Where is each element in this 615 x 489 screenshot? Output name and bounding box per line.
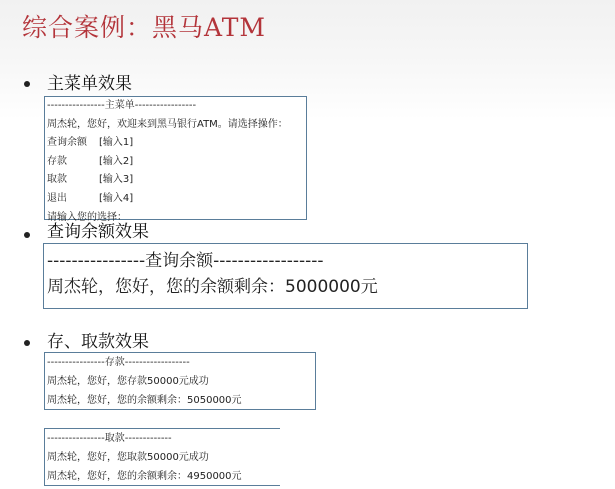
bullet-icon: [24, 81, 30, 87]
bullet-icon: [24, 232, 30, 238]
query-console: [43, 243, 528, 309]
menu-item-exit: [47, 190, 306, 209]
main-menu-greeting: 周杰轮，您好，欢迎来到黑马银行ATM。请选择操作：: [47, 118, 288, 130]
withdraw-header: ----------------取款-------------: [47, 433, 172, 444]
deposit-header: ----------------存款------------------: [47, 357, 190, 368]
query-header: ----------------查询余额------------------: [47, 251, 324, 271]
menu-item-label: 取款: [47, 174, 67, 186]
menu-item-key: [输入2]: [99, 155, 134, 167]
withdraw-success: 周杰轮，您好，您取款50000元成功: [47, 452, 209, 463]
menu-item-key: [输入4]: [99, 192, 134, 204]
withdraw-console: [44, 428, 280, 486]
section-label-query: 查询余额效果: [47, 222, 149, 242]
slide-title: 综合案例：黑马ATM: [22, 13, 266, 42]
query-result: 周杰轮，您好，您的余额剩余：5000000元: [47, 277, 378, 297]
menu-item-key: [输入3]: [99, 174, 134, 186]
menu-item-withdraw: [47, 171, 306, 190]
main-menu-console: [44, 96, 307, 223]
menu-item-query: [47, 134, 306, 153]
menu-item-label: 查询余额: [47, 137, 87, 149]
withdraw-balance: 周杰轮，您好，您的余额剩余：4950000元: [47, 471, 242, 482]
menu-item-key: [输入1]: [99, 137, 134, 149]
section-label-main-menu: 主菜单效果: [47, 74, 132, 94]
deposit-balance: 周杰轮，您好，您的余额剩余：5050000元: [47, 395, 242, 406]
deposit-console: [44, 352, 316, 410]
main-menu-header: ----------------主菜单-----------------: [47, 100, 197, 111]
menu-item-deposit: [47, 153, 306, 172]
menu-item-label: 退出: [47, 192, 67, 204]
section-label-deposit-withdraw: 存、取款效果: [47, 332, 149, 352]
deposit-success: 周杰轮，您好，您存款50000元成功: [47, 376, 209, 387]
main-menu-prompt: 请输入您的选择：: [47, 211, 127, 223]
bullet-icon: [24, 340, 30, 346]
menu-item-label: 存款: [47, 155, 67, 167]
